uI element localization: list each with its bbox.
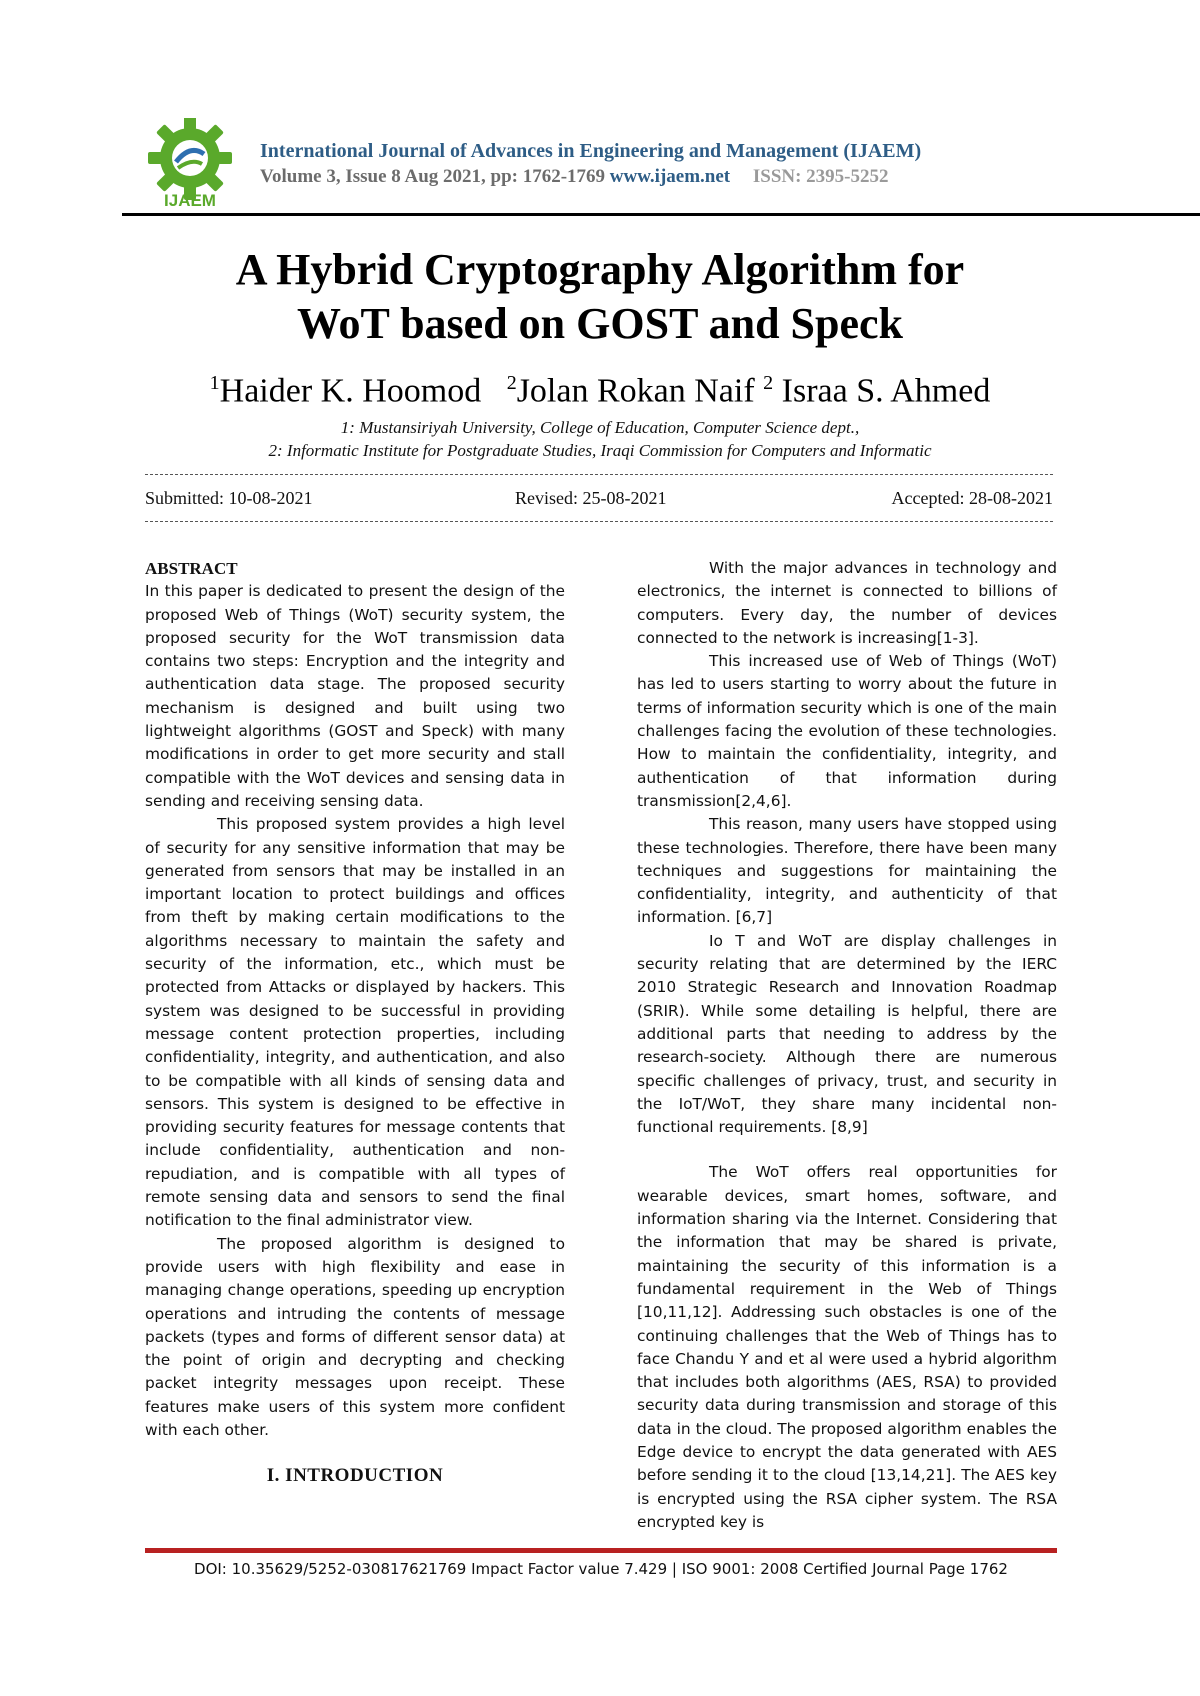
journal-website-link[interactable]: www.ijaem.net [609,166,731,187]
author-3-sup: 2 [763,372,774,394]
affiliation-2: 2: Informatic Institute for Postgraduate Studies, Iraqi Commission for Computers and Informatic [268,441,932,460]
affiliation-1: 1: Mustansiriyah University, College of Education, Computer Science dept., [340,418,860,437]
paper-title [0,243,1200,351]
intro-paragraph-1: With the major advances in technology and electronics, the internet is connected to billions of computers. Every day, the number of devices connected to the network is increasing[1-3]. [637,559,1057,647]
author-1-sup: 1 [209,372,220,394]
intro-paragraph-2: This increased use of Web of Things (WoT) has led to users starting to worry about the future in terms of information security which is one of the main challenges facing the evolution of these technologies. How to maintain the confidentiality, integrity, and authentication of that information during transmission[2,4,6]. [637,652,1057,810]
author-3: Israa S. Ahmed [781,372,991,410]
journal-volume-line [260,166,889,188]
dates-row [145,488,1053,512]
abstract-paragraph-1: In this paper is dedicated to present the design of the proposed Web of Things (WoT) security system, the proposed security for the WoT transmission data contains two steps: Encryption and the integrity and authentication data stage. The proposed security mechanism is designed and built using two lightweight algorithms (GOST and Speck) with many modifications in order to get more security and stall compatible with the WoT devices and sensing data in sending and receiving sensing data. [145,582,565,810]
dashed-divider-bottom [145,521,1053,522]
abstract-paragraph-3: The proposed algorithm is designed to provide users with high flexibility and ease in managing change operations, speeding up encryption operations and intruding the contents of message packets (types and forms of different sensor data) at the point of origin and decrypting and checking packet integrity messages upon receipt. These features make users of this system more confident with each other. [145,1234,565,1439]
abstract-paragraph-2: This proposed system provides a high level of security for any sensitive information that may be generated from sensors that may be installed in an important location to protect buildings and offices from theft by making certain modifications to the algorithms necessary to maintain the safety and security of the information, etc., which must be protected from Attacks or displayed by hackers. This system was designed to be successful in providing message content protection properties, including confidentiality, integrity, and authentication, and also to be compatible with all kinds of sensing data and sensors. This system is designed to be effective in providing security features for message contents that include confidentiality, authentication and non-repudiation, and is compatible with all types of remote sensing data and sensors to send the final notification to the final administrator view. [145,815,565,1230]
dashed-divider-top [145,474,1053,475]
author-1: Haider K. Hoomod [219,372,482,410]
intro-paragraph-3: This reason, many users have stopped using these technologies. Therefore, there have been many techniques and suggestions for maintaining the confidentiality, integrity, and authenticity of that information. [6,7] [637,815,1057,927]
right-column [637,557,1057,1534]
abstract-heading: ABSTRACT [145,559,238,578]
footer-rule [145,1548,1057,1553]
intro-paragraph-5: The WoT offers real opportunities for wearable devices, smart homes, software, and information sharing via the Internet. Considering that the information that may be shared is private, maintaining the security of this information is a fundamental requirement in the Web of Things [10,11,12]. Addressing such obstacles is one of the continuing challenges that the Web of Things has to face Chandu Y and et al were used a hybrid algorithm that includes both algorithms (AES, RSA) to provided security data during transmission and storage of this data in the cloud. The proposed algorithm enables the Edge device to encrypt the data generated with AES before sending it to the cloud [13,14,21]. The AES key is encrypted using the RSA cipher system. The RSA encrypted key is [637,1163,1057,1531]
revised-date: Revised: 25-08-2021 [515,488,667,508]
left-column [145,557,565,1488]
title-line-2: WoT based on GOST and Speck [296,299,904,348]
ijaem-logo-icon [140,118,240,210]
page-footer: DOI: 10.35629/5252-030817621769 Impact Factor value 7.429 | ISO 9001: 2008 Certified Journal Page 1762 [194,1560,1008,1578]
journal-header [140,118,1080,218]
title-line-1: A Hybrid Cryptography Algorithm for [235,245,965,294]
introduction-heading: I. INTRODUCTION [266,1465,444,1487]
volume-info: Volume 3, Issue 8 Aug 2021, pp: 1762-1769 [260,166,606,187]
submitted-date: Submitted: 10-08-2021 [145,488,313,508]
journal-name: International Journal of Advances in Engineering and Management (IJAEM) [260,140,922,162]
intro-paragraph-4: Io T and WoT are display challenges in security relating that are determined by the IERC 2010 Strategic Research and Innovation Roadmap (SRIR). While some detailing is helpful, there are additional parts that needing to address by the research-society. Although there are numerous specific challenges of privacy, trust, and security in the IoT/WoT, they share many incidental non-functional requirements. [8,9] [637,931,1057,1137]
author-2: Jolan Rokan Naif [516,372,755,410]
svg-text:IJAEM: IJAEM [164,191,216,210]
author-2-sup: 2 [506,372,517,394]
issn: ISSN: 2395-5252 [752,166,889,187]
accepted-date: Accepted: 28-08-2021 [891,488,1053,508]
authors [0,372,1200,410]
paragraph-gap [637,1139,1057,1161]
header-rule [122,213,1200,216]
